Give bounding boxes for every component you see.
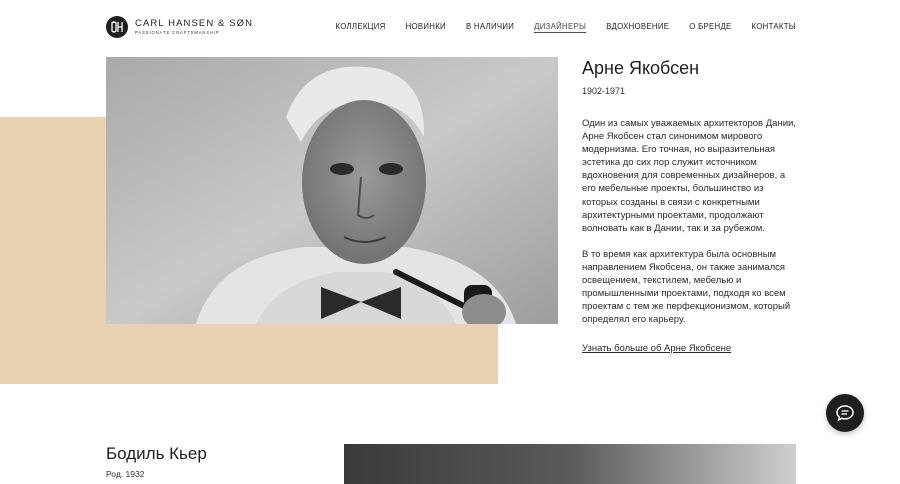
nav-item-collection[interactable]: КОЛЛЕКЦИЯ — [335, 22, 386, 31]
chat-button[interactable] — [826, 394, 864, 432]
brand-logo[interactable] — [106, 14, 253, 40]
nav-item-in-stock[interactable]: В НАЛИЧИИ — [465, 22, 515, 31]
designer-name: Арне Якобсен — [582, 58, 700, 78]
designer-bio — [582, 117, 798, 326]
brand-name: CARL HANSEN & SØN — [135, 18, 254, 29]
chat-bubble-icon — [835, 403, 855, 423]
carl-hansen-logo-icon — [106, 16, 128, 38]
main-nav — [335, 22, 796, 33]
next-designer-born: Род. 1932 — [106, 469, 145, 479]
next-designer-photo — [344, 444, 796, 484]
nav-item-inspiration[interactable]: ВДОХНОВЕНИЕ — [606, 22, 670, 31]
nav-item-new[interactable]: НОВИНКИ — [405, 22, 446, 31]
next-designer-name: Бодиль Кьер — [106, 444, 207, 463]
site-header — [0, 0, 900, 56]
designer-years: 1902-1971 — [582, 86, 626, 96]
nav-item-designers[interactable]: ДИЗАЙНЕРЫ — [534, 22, 587, 31]
bio-paragraph-2: В то время как архитектура была основным направлением Якобсена, он также занимался освещением, текстилем, мебелью и промышленными проектами, подходя ко всем проектам с тем же перфекционизмом, который определял его карьеру. — [582, 248, 791, 326]
learn-more-link[interactable]: Узнать больше об Арне Якобсене — [582, 343, 732, 355]
bio-paragraph-1: Один из самых уважаемых архитекторов Дании, Арне Якобсен стал синонимом мирового модернизма. Его точная, но выразительная эстетика до сих пор служит источником вдохновения для современных дизайнеров, а его мебельные проекты, большинство из которых созданы в связи с конкретными архитектурными проектами, продолжают волновать как в Дании, так и за рубежом. — [582, 118, 796, 234]
designer-info — [582, 57, 798, 356]
next-designer-info — [106, 444, 207, 479]
designer-portrait-photo — [106, 57, 558, 324]
brand-tagline: PASSIONATE CRAFTSMANSHIP — [135, 30, 220, 35]
nav-item-about[interactable]: О БРЕНДЕ — [689, 22, 732, 31]
nav-item-contacts[interactable]: КОНТАКТЫ — [751, 22, 796, 31]
